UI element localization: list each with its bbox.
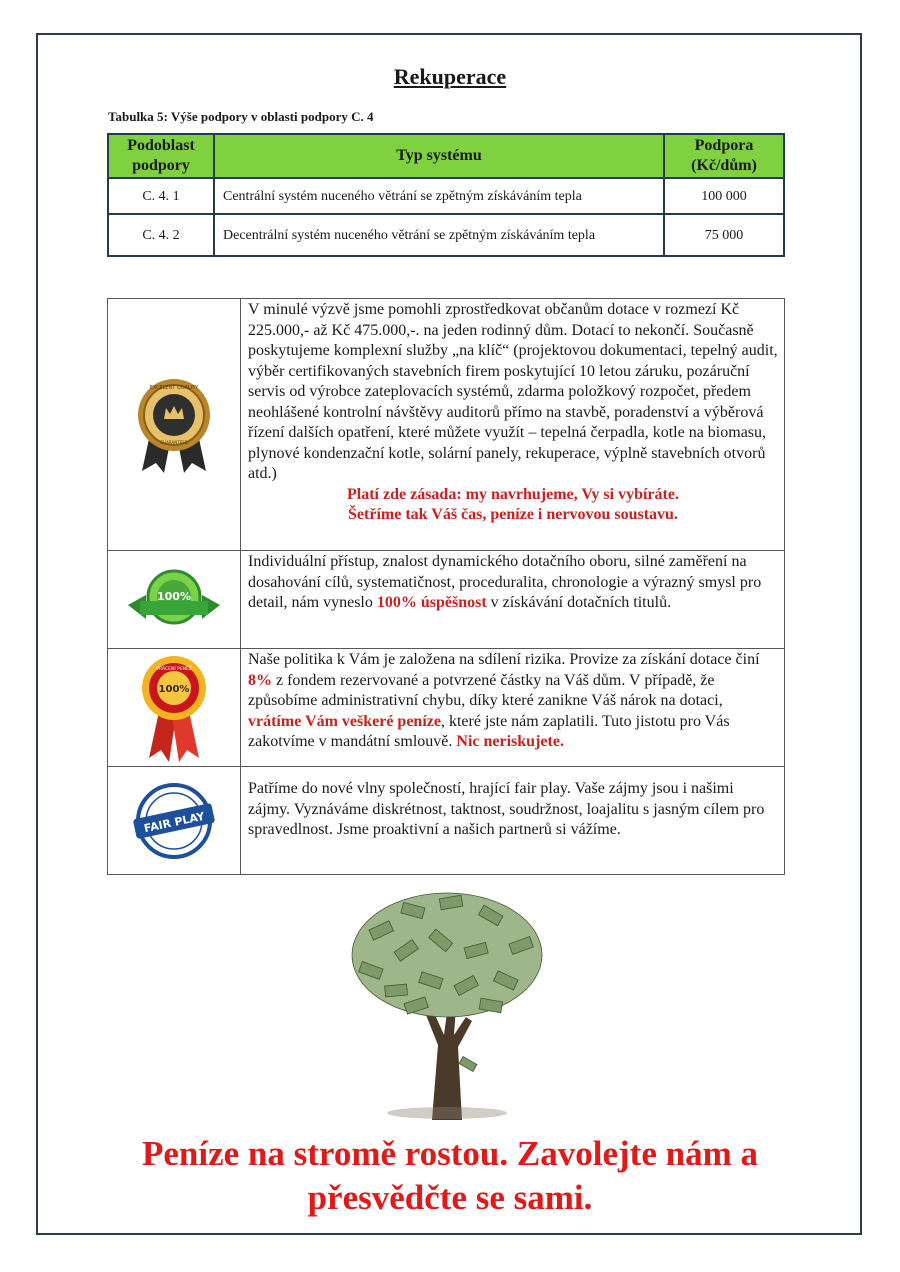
money-tree-illustration [340,885,555,1120]
no-risk-highlight: Nic neriskujete. [456,733,564,750]
badge-text: FAIR PLAY [142,809,206,835]
table-caption: Tabulka 5: Výše podpory v oblasti podpory C. 4 [108,109,374,124]
table-header-row [108,134,784,178]
benefit-row-success [108,550,784,648]
success-text-b: v získávání dotačních titulů. [486,594,672,611]
table-row [108,214,784,256]
refund-highlight: vrátíme Vám veškeré peníze [248,712,441,730]
quality-badge-cell [108,299,241,550]
motto-line-2: Šetříme tak Váš čas, peníze i nervovou soustavu. [348,506,678,523]
benefit-text-success [241,551,784,648]
success-highlight: 100% úspěšnost [376,594,487,611]
badge-subtext: GUARANTEED [160,439,188,445]
badge-percent: 100% [157,589,191,603]
fair-play-badge-icon [128,781,220,861]
table-row [108,178,784,214]
cell-code: C. 4. 1 [108,178,214,214]
commission-highlight: 8% [248,671,272,689]
quality-badge-icon [134,375,214,475]
badge-text: EXCELENT QUALITY [149,384,199,391]
benefit-row-fairplay [108,766,784,874]
support-table [107,133,785,257]
benefit-text-services [241,299,784,550]
benefit-row-quality [108,299,784,550]
services-text: V minulé výzvě jsme pomohli zprostředkovat občanům dotace v rozmezí Kč 225.000,- až Kč 475.000,-. na jeden rodinný dům. Dotací to nekončí. Současně poskytujeme komplexní služby „na klíč“ (projektovou dokumentaci, tepelný audit, výběr certifikovaných stavebních firem poskytující 10 letou záruku, pozáruční servis od výrobce zateplovacích systémů, zdarma položkový rozpočet, předem neohlášené kontrolní návštěvy auditorů přímo na stavbě, poradenství a výběrová řízení dalších opatření, které můžete využít – tepelná čerpadla, kotle na biomasu, plynové kondenzační kotle, solární panely, rekuperace, výplně stavebních otvorů atd.) [248,301,778,482]
guarantee-text-a: Naše politika k Vám je založena na sdílení rizika. Provize za získání dotace činí [248,651,760,668]
fairplay-badge-cell [108,767,241,874]
benefit-text-guarantee [241,649,784,766]
header-subarea: Podoblast podpory [108,134,214,178]
benefit-row-guarantee [108,648,784,766]
cell-code: C. 4. 2 [108,214,214,256]
closing-slogan: Peníze na stromě rostou. Zavolejte nám a přesvědčte se sami. [142,1134,758,1217]
header-support: Podpora (Kč/dům) [664,134,784,178]
fairplay-text: Patříme do nové vlny společností, hrající fair play. Vaše zájmy jsou i našimi zájmy. Vyznáváme diskrétnost, taktnost, soudržnost, loajalitu s jasným cílem pro spravedlnost. Jsme proaktivní a našich partnerů si vážíme. [248,780,765,838]
badge-toptext: VRÁCENÍ PENĚZ [156,666,192,672]
guarantee-text-c: , které jste nám zaplatili. Tuto jistotu pro Vás zakotvíme v mandátní smlouvě. [248,712,730,750]
cell-type: Decentrální systém nuceného větrání se zpětným získáváním tepla [214,214,664,256]
cell-amount: 100 000 [664,178,784,214]
guarantee-text-b: z fondem rezervované a potvrzené částky na Váš dům. V případě, že způsobíme administrativní chybu, díky které zanikne Váš nárok na dotaci, [248,671,723,709]
page-title: Rekuperace [393,64,507,89]
success-badge-cell [108,551,241,648]
benefit-text-fairplay [241,767,784,874]
cell-amount: 75 000 [664,214,784,256]
header-system-type: Typ systému [214,134,664,178]
money-back-badge-icon [139,652,209,764]
benefits-table [107,298,785,875]
success-text-a: Individuální přístup, znalost dynamického dotačního oboru, silné zaměření na dosahování cílů, systematičnost, proceduralita, chronologie a výrazný smysl pro detail, nám vyneslo [248,553,762,611]
guarantee-badge-cell [108,649,241,766]
cell-type: Centrální systém nuceného větrání se zpětným získáváním tepla [214,178,664,214]
motto-line-1: Platí zde zásada: my navrhujeme, Vy si vybíráte. [347,485,679,503]
success-badge-icon [126,565,222,635]
badge-percent: 100% [158,683,190,695]
